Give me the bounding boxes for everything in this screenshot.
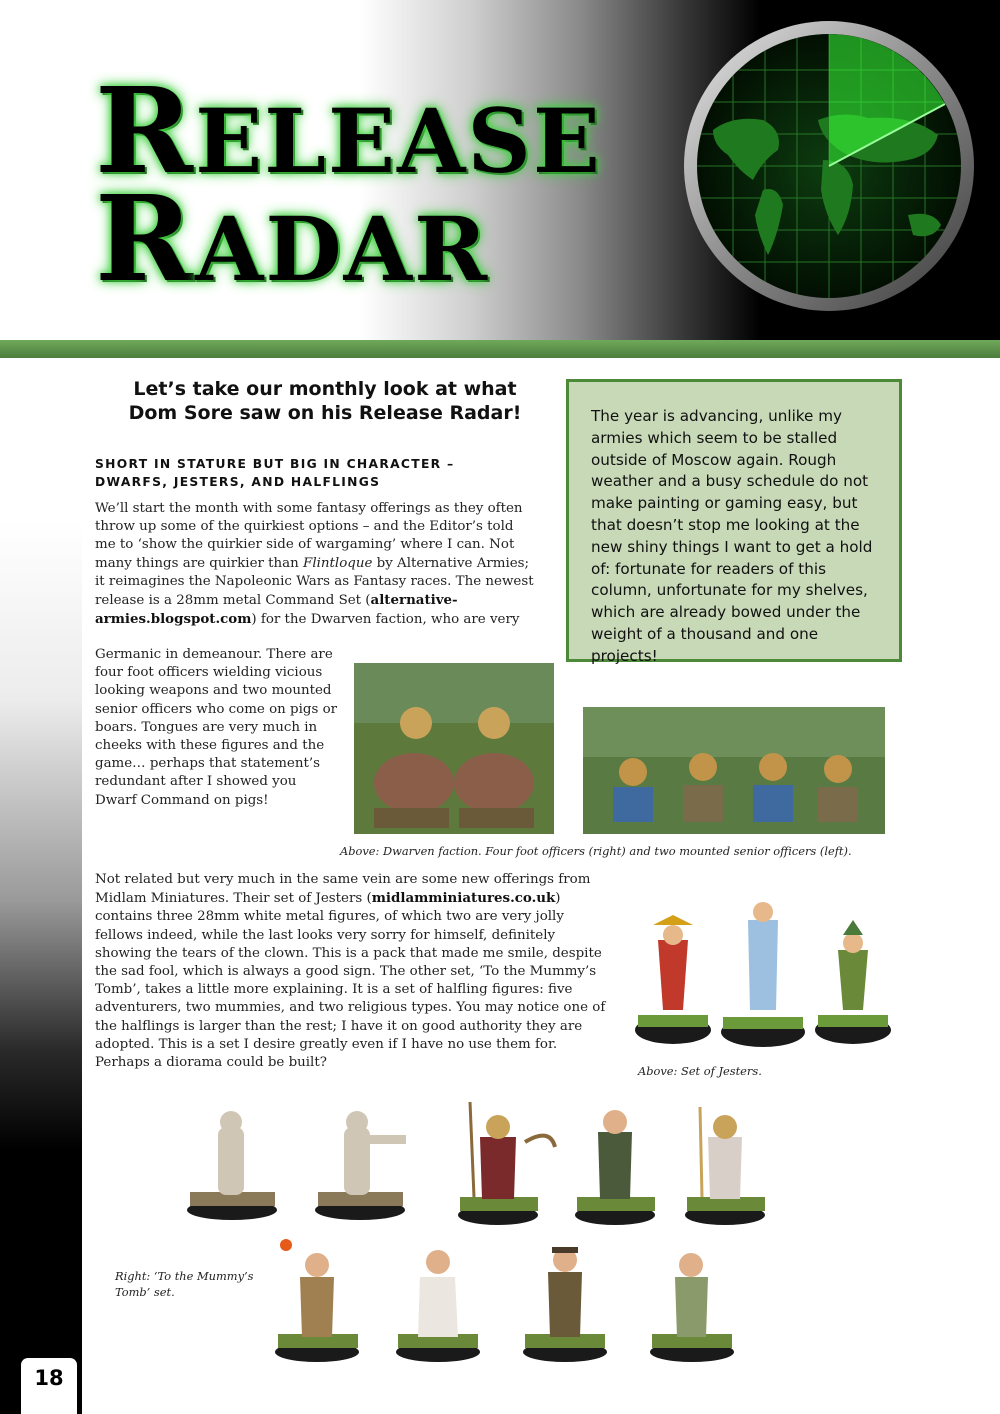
caption-mummys-tomb: Right: ‘To the Mummy’s Tomb’ set. bbox=[115, 1269, 254, 1299]
caption-dwarves: Above: Dwarven faction. Four foot officers (right) and two mounted senior officers (left). bbox=[340, 844, 852, 858]
title-release: RELEASE bbox=[95, 61, 603, 200]
paragraph-dwarves: We’ll start the month with some fantasy offerings as they often throw up some of the quirkiest options – and the Editor’s told me to ‘show the quirkier side of wargaming’ where I can. Not many things are quirkier than Flintloque by Alternative Armies; it reimagines the Napoleonic Wars as Fantasy races. The newest release is a 28mm metal Command Set (alternative-armies.blogspot.com) for the Dwarven faction, who are very bbox=[95, 501, 534, 628]
photo-jesters bbox=[628, 880, 898, 1050]
paragraph-jesters-mummy: Not related but very much in the same vein are some new offerings from Midlam Miniatures. Their set of Jesters (midlamminiatures.co.uk) contains three 28mm white metal figures, of which two are very jolly fellows indeed, while the last looks very sorry for himself, definitely showing the tears of the clown. This is a pack that made me smile, despite the sad fool, which is always a good sign. The other set, ‘To the Mummy’s Tomb’, takes a little more explaining. It is a set of halfling figures: five adventurers, two mummies, and two religious types. You may notice one of the halflings is larger than the rest; I have it on good authority they are adopted. This is a set I desire greatly even if I have no use them for. Perhaps a diorama could be built? bbox=[95, 872, 606, 1071]
radar-icon bbox=[683, 20, 975, 312]
title-radar: RADAR bbox=[95, 169, 490, 308]
photo-foot-dwarves bbox=[583, 707, 885, 834]
intro-text: Let’s take our monthly look at what Dom Sore saw on his Release Radar! bbox=[128, 378, 522, 424]
header-divider bbox=[0, 340, 1000, 358]
section-heading: SHORT IN STATURE BUT BIG IN CHARACTER – DWARFS, JESTERS, AND HALFLINGS bbox=[95, 457, 455, 489]
photo-mummys-tomb bbox=[180, 1097, 770, 1365]
link-midlam-miniatures[interactable]: midlamminiatures.co.uk bbox=[371, 890, 556, 907]
photo-mounted-dwarves bbox=[354, 663, 554, 834]
paragraph-dwarves-cont: Germanic in demeanour. There are four foot officers wielding vicious looking weapons and two mounted senior officers who come on pigs or boars. Tongues are very much in cheeks with these figures and the game… perhaps that statement’s redundant after I showed you Dwarf Command on pigs! bbox=[95, 647, 338, 808]
callout-text: The year is advancing, unlike my armies which seem to be stalled outside of Moscow again. Rough weather and a busy schedule do not make painting or gaming easy, but that doesn’t stop me looking at the new shiny things I want to get a hold of: fortunate for readers of this column, unfortunate for my shelves, which are already bowed under the weight of a thousand and one projects! bbox=[591, 407, 873, 665]
page-number: 18 bbox=[18, 1355, 80, 1414]
editorial-callout bbox=[566, 379, 902, 665]
caption-jesters: Above: Set of Jesters. bbox=[638, 1064, 762, 1078]
link-alternative-armies[interactable]: alternative-armies.blogspot.com bbox=[95, 592, 458, 628]
